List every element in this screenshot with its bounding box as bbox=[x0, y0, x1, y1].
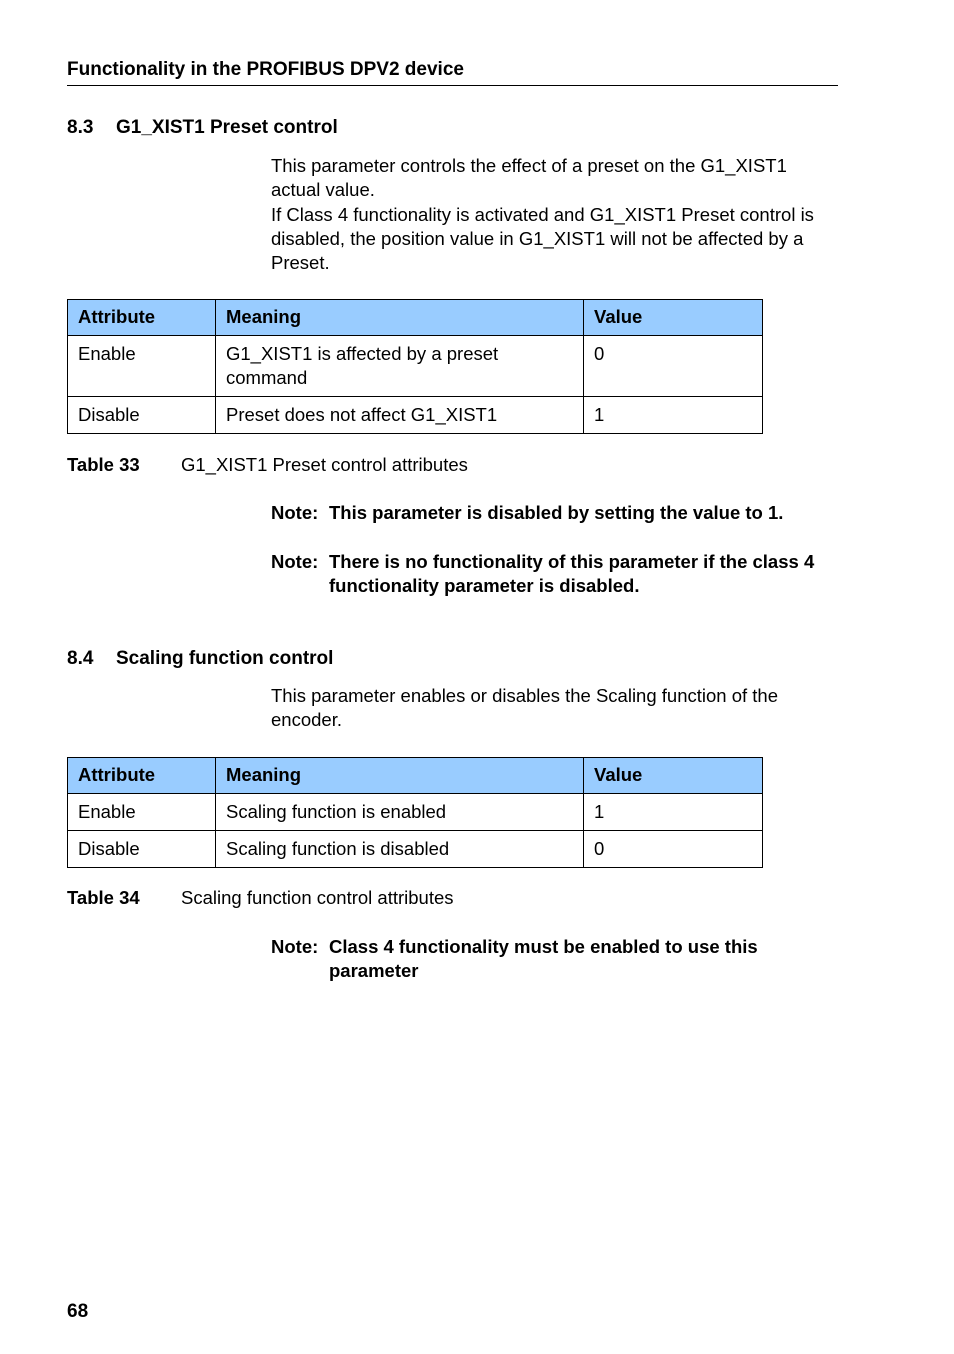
section-heading-8-3 bbox=[67, 116, 338, 140]
paragraph: This parameter controls the effect of a preset on the G1_XIST1 actual value. bbox=[271, 155, 787, 201]
table-cell: Disable bbox=[68, 397, 216, 434]
table-33 bbox=[67, 299, 763, 434]
column-header-value: Value bbox=[584, 758, 763, 794]
column-header-attribute: Attribute bbox=[68, 758, 216, 794]
note-text: This parameter is disabled by setting the value to 1. bbox=[329, 502, 784, 523]
table-cell: 0 bbox=[584, 831, 763, 868]
table-header-row bbox=[68, 300, 763, 336]
note-label: Note: bbox=[271, 502, 319, 523]
paragraph: If Class 4 functionality is activated and G1_XIST1 Preset control is disabled, the position value in G1_XIST1 will not be affected by a Preset. bbox=[271, 203, 814, 274]
table-cell: Preset does not affect G1_XIST1 bbox=[216, 397, 584, 434]
table-row bbox=[68, 831, 763, 868]
caption-text: G1_XIST1 Preset control attributes bbox=[181, 454, 468, 475]
note-label: Note: bbox=[271, 551, 319, 572]
table-row bbox=[68, 397, 763, 434]
column-header-value: Value bbox=[584, 300, 763, 336]
column-header-meaning: Meaning bbox=[216, 758, 584, 794]
section-number: 8.4 bbox=[67, 648, 94, 669]
note bbox=[271, 501, 851, 525]
column-header-meaning: Meaning bbox=[216, 300, 584, 336]
table-34 bbox=[67, 757, 763, 868]
table-cell: G1_XIST1 is affected by a preset command bbox=[216, 336, 584, 397]
header-rule bbox=[67, 85, 838, 86]
section-number: 8.3 bbox=[67, 117, 94, 138]
section-title: G1_XIST1 Preset control bbox=[116, 117, 338, 138]
note bbox=[271, 550, 851, 599]
section-heading-8-4 bbox=[67, 647, 333, 671]
table-cell: 0 bbox=[584, 336, 763, 397]
caption-text: Scaling function control attributes bbox=[181, 887, 454, 908]
table-cell: Enable bbox=[68, 794, 216, 831]
caption-label: Table 34 bbox=[67, 887, 140, 908]
note-text: Class 4 functionality must be enabled to use this parameter bbox=[329, 936, 758, 982]
section-8-4-body bbox=[271, 684, 838, 733]
section-8-3-body bbox=[271, 154, 838, 275]
table-cell: Scaling function is enabled bbox=[216, 794, 584, 831]
table-cell: Disable bbox=[68, 831, 216, 868]
table-row bbox=[68, 336, 763, 397]
table-header-row bbox=[68, 758, 763, 794]
paragraph: This parameter enables or disables the Scaling function of the encoder. bbox=[271, 685, 778, 731]
table-caption-34 bbox=[67, 886, 454, 910]
page-number: 68 bbox=[67, 1301, 89, 1322]
note-text: There is no functionality of this parameter if the class 4 functionality parameter is disabled. bbox=[329, 551, 815, 597]
running-header-title: Functionality in the PROFIBUS DPV2 device bbox=[67, 59, 464, 80]
note bbox=[271, 935, 851, 984]
section-title: Scaling function control bbox=[116, 648, 334, 669]
caption-label: Table 33 bbox=[67, 454, 140, 475]
table-cell: Enable bbox=[68, 336, 216, 397]
column-header-attribute: Attribute bbox=[68, 300, 216, 336]
note-label: Note: bbox=[271, 936, 319, 957]
table-caption-33 bbox=[67, 453, 468, 477]
table-cell: 1 bbox=[584, 794, 763, 831]
table-cell: Scaling function is disabled bbox=[216, 831, 584, 868]
table-cell: 1 bbox=[584, 397, 763, 434]
table-row bbox=[68, 794, 763, 831]
